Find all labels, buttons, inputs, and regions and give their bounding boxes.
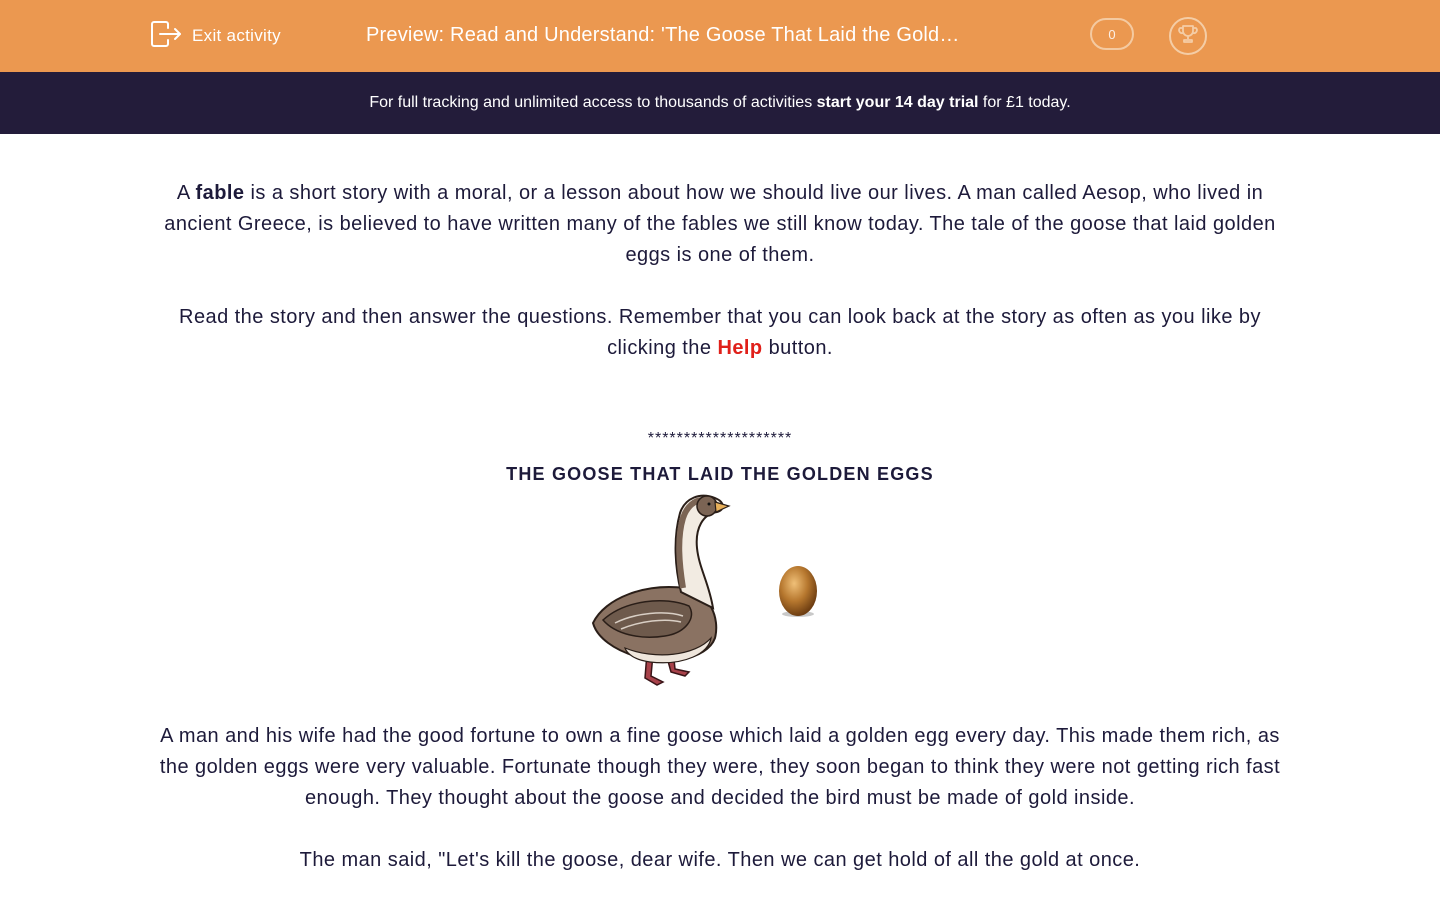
help-keyword: Help [717, 337, 763, 359]
exit-activity-label: Exit activity [192, 26, 281, 45]
goose-illustration [593, 496, 729, 685]
trophy-button[interactable] [1169, 17, 1207, 55]
trial-link[interactable]: start your 14 day trial [816, 94, 979, 111]
story-paragraph-1: A man and his wife had the good fortune to own a fine goose which laid a golden egg every day. This made them rich, as the golden eggs were very valuable. Fortunate though they were, they soon began to think they were not getting rich fast enough. They thought about the goose and decided the bird must be made of gold inside. [159, 725, 1281, 809]
trophy-icon [1177, 23, 1199, 50]
intro-paragraph-1: A fable is a short story with a moral, or a lesson about how we should live our lives. A man called Aesop, who lived in ancient Greece, is believed to have written many of the fables we still know today. The tale of the goose that laid golden eggs is one of them. [164, 182, 1276, 266]
exit-icon [150, 20, 182, 53]
activity-title: Preview: Read and Understand: 'The Goose That Laid the Gold… [366, 24, 960, 46]
fable-keyword: fable [195, 182, 245, 204]
intro-section [145, 178, 1295, 364]
top-bar [0, 0, 1440, 72]
story-paragraph-2: The man said, "Let's kill the goose, dear wife. Then we can get hold of all the gold at once. [299, 849, 1141, 871]
story-separator: ******************** [647, 430, 793, 447]
exit-activity-button[interactable] [150, 22, 281, 50]
golden-egg-illustration [779, 566, 817, 617]
score-counter: 0 [1090, 18, 1134, 50]
trial-banner [0, 72, 1440, 134]
intro-paragraph-2: Read the story and then answer the questions. Remember that you can look back at the story as often as you like by clicking the Help button. [179, 306, 1261, 359]
banner-text: For full tracking and unlimited access to thousands of activities start your 14 day trial for £1 today. [369, 94, 1071, 111]
story-title: THE GOOSE THAT LAID THE GOLDEN EGGS [506, 464, 934, 484]
story-illustration [585, 488, 835, 693]
story-text [145, 721, 1295, 876]
